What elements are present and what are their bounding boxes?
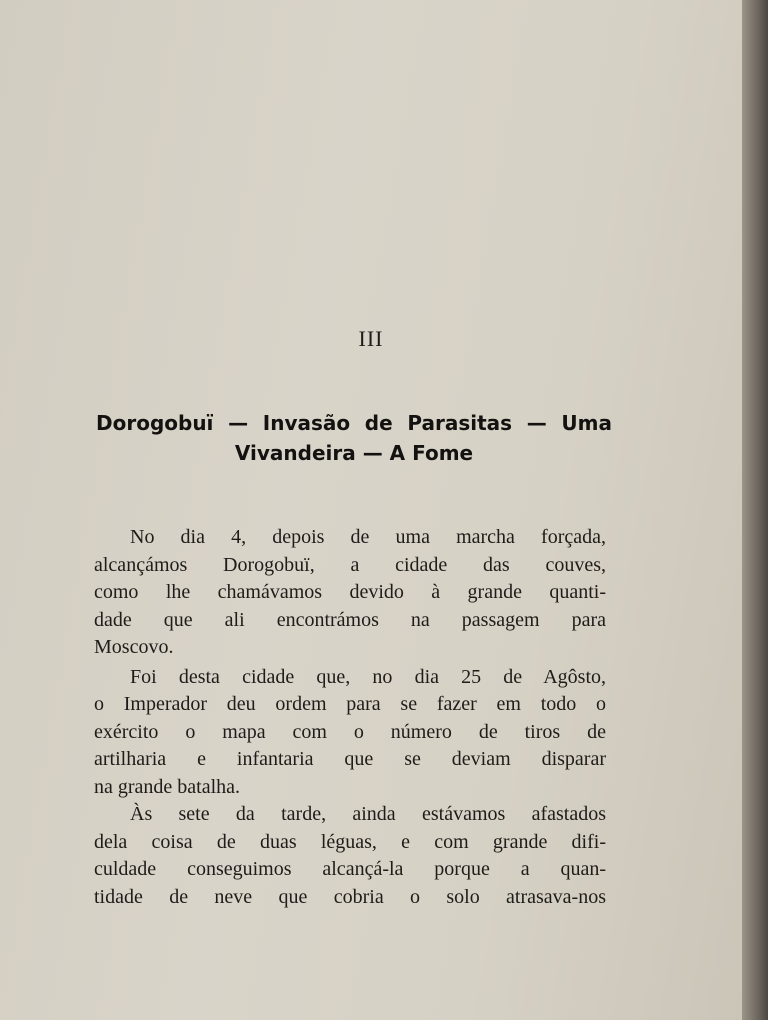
paragraph-1 (94, 524, 606, 662)
text-line: Foi desta cidade que, no dia 25 de Agôsto, (130, 665, 606, 688)
text-line: como lhe chamávamos devido à grande quanti- (94, 581, 606, 603)
chapter-title-line-1: Dorogobuï — Invasão de Parasitas — Uma (96, 411, 612, 435)
text-line: o Imperador deu ordem para se fazer em todo o (94, 693, 606, 715)
text-line: culdade conseguimos alcançá-la porque a quan- (94, 858, 606, 880)
page-edge (742, 0, 768, 1020)
chapter-title (96, 408, 612, 468)
text-line: tidade de neve que cobria o solo atrasava-nos (94, 885, 606, 908)
paragraph-3 (94, 801, 606, 911)
text-line: na grande batalha. (94, 775, 241, 798)
text-line: alcançámos Dorogobuï, a cidade das couves, (94, 553, 606, 576)
text-line: No dia 4, depois de uma marcha forçada, (130, 526, 606, 548)
paragraph-2 (94, 664, 606, 802)
text-line: Às sete da tarde, ainda estávamos afastados (130, 803, 606, 825)
text-line: dade que ali encontrámos na passagem para (94, 608, 606, 631)
chapter-title-line-2: Vivandeira — A Fome (234, 441, 474, 465)
body-text (94, 524, 606, 911)
chapter-number: III (358, 326, 384, 351)
text-line: Moscovo. (94, 636, 174, 658)
text-line: dela coisa de duas léguas, e com grande difi- (94, 830, 606, 853)
text-line: exército o mapa com o número de tiros de (94, 720, 606, 743)
text-line: artilharia e infantaria que se deviam disparar (94, 748, 606, 770)
